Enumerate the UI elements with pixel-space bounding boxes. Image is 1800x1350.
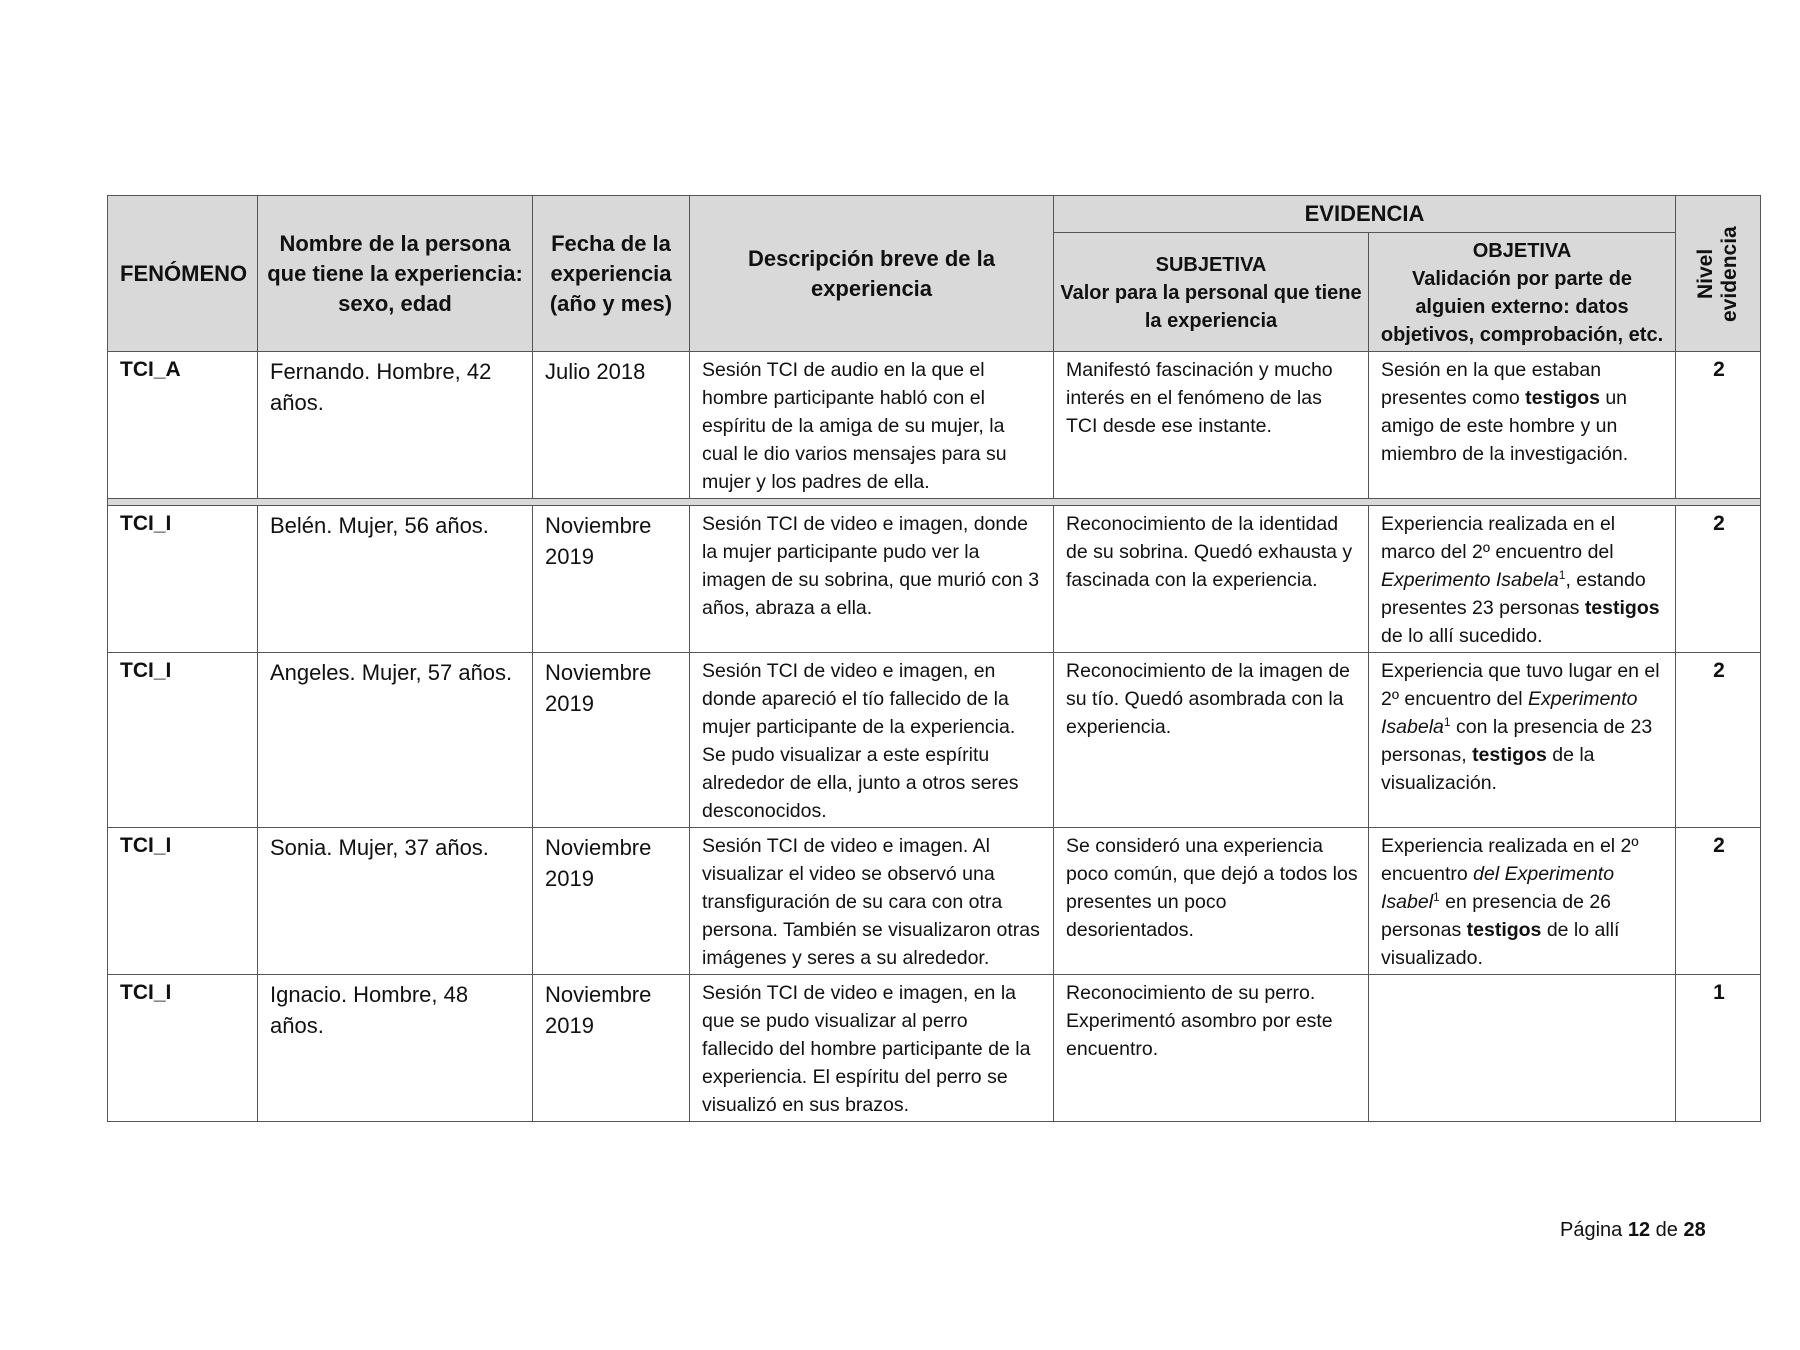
cell-nivel: 1 bbox=[1676, 975, 1761, 1122]
cell-nombre: Ignacio. Hombre, 48 años. bbox=[258, 975, 533, 1122]
objetiva-text: Experiencia realizada en el marco del 2º encuentro del bbox=[1381, 513, 1616, 563]
cell-descripcion: Sesión TCI de video e imagen, donde la mujer participante pudo ver la imagen de su sobrina, que murió con 3 años, abraza a ella. bbox=[690, 506, 1054, 653]
objetiva-text: Experiencia que tuvo lugar en el 2º encuentro del bbox=[1381, 660, 1660, 710]
footer-total-pages: 28 bbox=[1683, 1219, 1706, 1241]
cell-nivel: 2 bbox=[1676, 653, 1761, 828]
cell-subjetiva: Reconocimiento de la imagen de su tío. Quedó asombrada con la experiencia. bbox=[1054, 653, 1369, 828]
separator-cell bbox=[108, 499, 1761, 506]
objetiva-text: con la presencia de 23 personas, bbox=[1381, 716, 1653, 766]
cell-fecha: Noviembre 2019 bbox=[533, 975, 690, 1122]
header-objetiva bbox=[1369, 233, 1676, 352]
header-fenomeno: FENÓMENO bbox=[108, 196, 258, 352]
header-subjetiva-desc: Valor para la personal que tiene la experiencia bbox=[1060, 282, 1362, 332]
objetiva-text: de lo allí sucedido. bbox=[1381, 625, 1543, 647]
header-objetiva-desc: Validación por parte de alguien externo: datos objetivos, comprobación, etc. bbox=[1380, 268, 1664, 346]
cell-nivel: 2 bbox=[1676, 352, 1761, 499]
objetiva-text: de la visualización. bbox=[1381, 744, 1595, 794]
objetiva-italic: del Experimento Isabel bbox=[1381, 863, 1615, 913]
cell-objetiva bbox=[1369, 828, 1676, 975]
cell-fenomeno: TCI_I bbox=[108, 506, 258, 653]
objetiva-text: Sesión en la que estaban presentes como bbox=[1381, 359, 1602, 409]
experiences-table bbox=[107, 195, 1761, 1122]
cell-fecha: Julio 2018 bbox=[533, 352, 690, 499]
cell-subjetiva: Se consideró una experiencia poco común, que dejó a todos los presentes un poco desorientados. bbox=[1054, 828, 1369, 975]
cell-objetiva bbox=[1369, 506, 1676, 653]
objetiva-text: un amigo de este hombre y un miembro de la investigación. bbox=[1381, 387, 1629, 465]
header-nivel-cell bbox=[1676, 196, 1761, 352]
cell-fenomeno: TCI_I bbox=[108, 828, 258, 975]
objetiva-bold: testigos bbox=[1525, 387, 1600, 409]
objetiva-bold: testigos bbox=[1466, 919, 1542, 941]
header-nombre: Nombre de la persona que tiene la experiencia: sexo, edad bbox=[258, 196, 533, 352]
header-subjetiva bbox=[1054, 233, 1369, 352]
footer-current-page: 12 bbox=[1627, 1219, 1651, 1241]
header-descripcion: Descripción breve de la experiencia bbox=[690, 196, 1054, 352]
cell-objetiva bbox=[1369, 653, 1676, 828]
cell-nombre: Sonia. Mujer, 37 años. bbox=[258, 828, 533, 975]
table-row bbox=[108, 828, 1761, 975]
objetiva-bold: testigos bbox=[1584, 597, 1660, 619]
cell-fenomeno: TCI_I bbox=[108, 653, 258, 828]
table-row bbox=[108, 506, 1761, 653]
objetiva-text: Experiencia realizada en el 2º encuentro bbox=[1381, 835, 1639, 885]
cell-objetiva bbox=[1369, 975, 1676, 1122]
table-row bbox=[108, 352, 1761, 499]
footnote-ref: 1 bbox=[1558, 568, 1566, 582]
row-separator bbox=[108, 499, 1761, 506]
cell-nivel: 2 bbox=[1676, 828, 1761, 975]
cell-subjetiva: Reconocimiento de su perro. Experimentó asombro por este encuentro. bbox=[1054, 975, 1369, 1122]
cell-fenomeno: TCI_I bbox=[108, 975, 258, 1122]
cell-objetiva bbox=[1369, 352, 1676, 499]
cell-fecha: Noviembre 2019 bbox=[533, 828, 690, 975]
objetiva-text: en presencia de 26 personas bbox=[1381, 891, 1612, 941]
footer-middle: de bbox=[1650, 1219, 1684, 1241]
header-evidencia: EVIDENCIA bbox=[1054, 196, 1676, 233]
cell-nivel: 2 bbox=[1676, 506, 1761, 653]
cell-fenomeno: TCI_A bbox=[108, 352, 258, 499]
header-nivel: Nivel evidencia bbox=[1694, 225, 1742, 322]
footnote-ref: 1 bbox=[1443, 715, 1451, 729]
cell-descripcion: Sesión TCI de video e imagen, en la que se pudo visualizar al perro fallecido del hombre participante de la experiencia. El espíritu del perro se visualizó en sus brazos. bbox=[690, 975, 1054, 1122]
header-objetiva-title: OBJETIVA bbox=[1472, 240, 1572, 262]
objetiva-bold: testigos bbox=[1472, 744, 1547, 766]
page-footer bbox=[1560, 1219, 1706, 1242]
cell-fecha: Noviembre 2019 bbox=[533, 653, 690, 828]
table-row bbox=[108, 653, 1761, 828]
objetiva-text: de lo allí visualizado. bbox=[1381, 919, 1620, 969]
objetiva-text: , estando presentes 23 personas bbox=[1381, 569, 1646, 619]
cell-subjetiva: Manifestó fascinación y mucho interés en el fenómeno de las TCI desde ese instante. bbox=[1054, 352, 1369, 499]
header-row-top bbox=[108, 196, 1761, 233]
cell-fecha: Noviembre 2019 bbox=[533, 506, 690, 653]
header-fecha: Fecha de la experiencia (año y mes) bbox=[533, 196, 690, 352]
header-subjetiva-title: SUBJETIVA bbox=[1155, 254, 1267, 276]
footer-prefix: Página bbox=[1560, 1219, 1628, 1241]
cell-nombre: Angeles. Mujer, 57 años. bbox=[258, 653, 533, 828]
cell-nombre: Belén. Mujer, 56 años. bbox=[258, 506, 533, 653]
objetiva-italic: Experimento Isabela bbox=[1381, 688, 1638, 738]
table-row bbox=[108, 975, 1761, 1122]
cell-descripcion: Sesión TCI de video e imagen. Al visualizar el video se observó una transfiguración de su cara con otra persona. También se visualizaron otras imágenes y seres a su alrededor. bbox=[690, 828, 1054, 975]
cell-descripcion: Sesión TCI de audio en la que el hombre participante habló con el espíritu de la amiga de su mujer, la cual le dio varios mensajes para su mujer y los padres de ella. bbox=[690, 352, 1054, 499]
objetiva-italic: Experimento Isabela bbox=[1381, 569, 1559, 591]
cell-nombre: Fernando. Hombre, 42 años. bbox=[258, 352, 533, 499]
cell-descripcion: Sesión TCI de video e imagen, en donde apareció el tío fallecido de la mujer participante de la experiencia. Se pudo visualizar a este espíritu alrededor de ella, junto a otros seres desconocidos. bbox=[690, 653, 1054, 828]
cell-subjetiva: Reconocimiento de la identidad de su sobrina. Quedó exhausta y fascinada con la experiencia. bbox=[1054, 506, 1369, 653]
footnote-ref: 1 bbox=[1433, 890, 1440, 904]
